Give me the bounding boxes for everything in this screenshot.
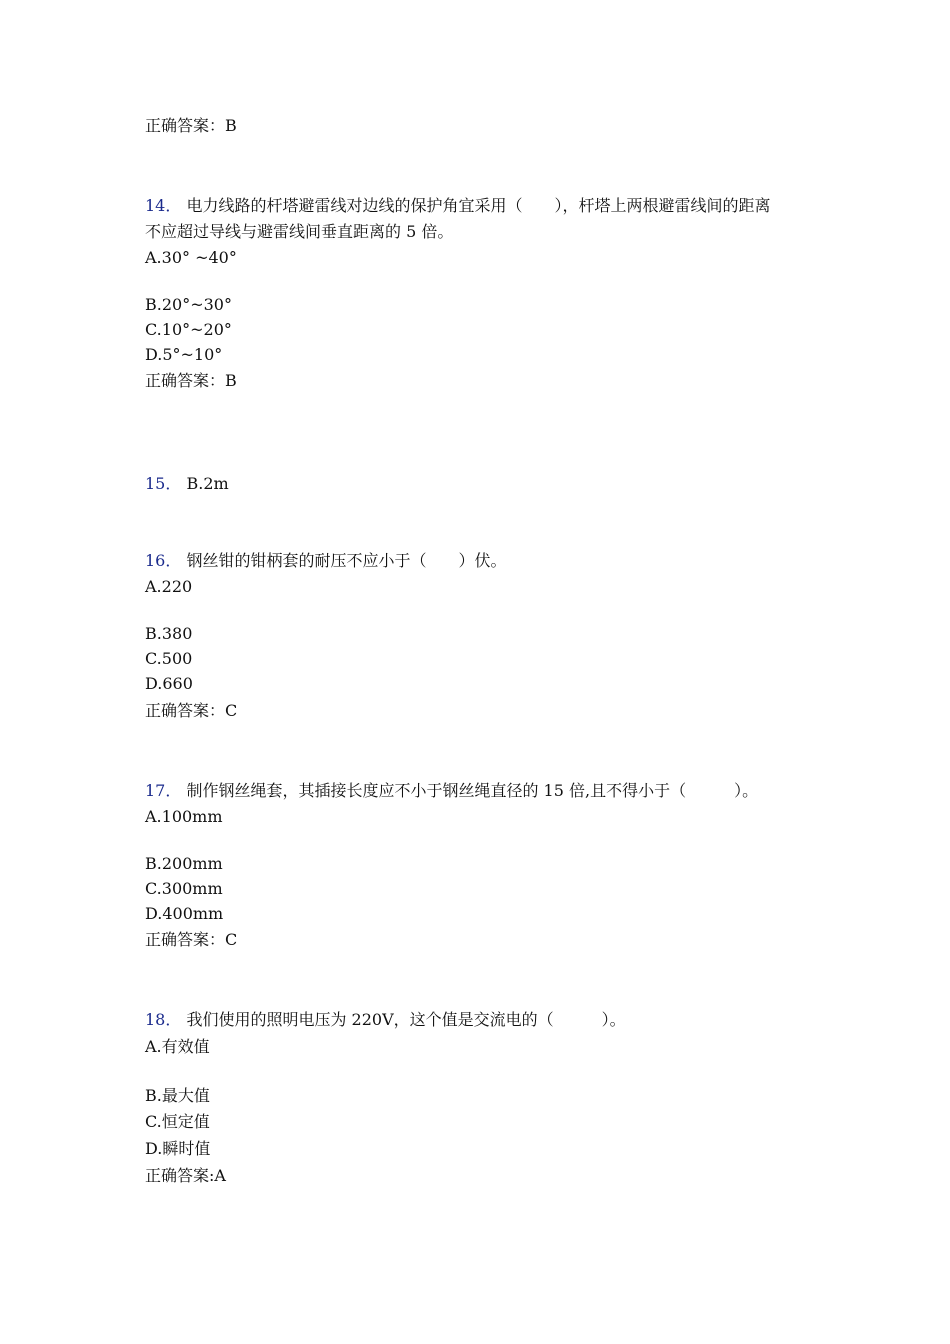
question-18-stem <box>145 1009 626 1031</box>
question-text: 制作钢丝绳套，其插接长度应不小于钢丝绳直径的 15 倍,且不得小于（ ）。 <box>186 781 759 800</box>
option-d: D.660 <box>145 674 193 693</box>
option-c: C.500 <box>145 649 193 668</box>
option-c: C.300mm <box>145 879 223 898</box>
option-b: B.200mm <box>145 854 223 873</box>
question-number: 18． <box>145 1010 182 1029</box>
answer-line: 正确答案：C <box>145 701 238 720</box>
option-d: D.400mm <box>145 904 224 923</box>
answer-line: 正确答案：B <box>145 116 237 135</box>
answer-line: 正确答案：C <box>145 930 238 949</box>
question-14-stem <box>145 195 770 217</box>
question-number: 15． <box>145 474 182 493</box>
question-17-stem <box>145 780 758 802</box>
option-c: C.10°~20° <box>145 320 232 339</box>
question-14-stem-cont: 不应超过导线与避雷线间垂直距离的 5 倍。 <box>145 222 454 241</box>
option-b: B.380 <box>145 624 193 643</box>
answer-line: 正确答案：B <box>145 371 237 390</box>
question-number: 17． <box>145 781 182 800</box>
question-text: B.2m <box>186 474 229 493</box>
option-c: C.恒定值 <box>145 1112 210 1131</box>
question-number: 14． <box>145 196 182 215</box>
option-a: A.220 <box>145 577 193 596</box>
question-15-stem <box>145 473 229 495</box>
option-a: A.30° ~40° <box>145 248 237 267</box>
option-d: D.瞬时值 <box>145 1139 211 1158</box>
option-d: D.5°~10° <box>145 345 223 364</box>
option-b: B.最大值 <box>145 1086 210 1105</box>
option-b: B.20°~30° <box>145 295 232 314</box>
answer-line: 正确答案:A <box>145 1166 226 1185</box>
question-text: 我们使用的照明电压为 220V，这个值是交流电的（ ）。 <box>186 1010 626 1029</box>
question-text: 钢丝钳的钳柄套的耐压不应小于（ ）伏。 <box>186 551 507 570</box>
question-text: 电力线路的杆塔避雷线对边线的保护角宜采用（ ），杆塔上两根避雷线间的距离 <box>186 196 771 215</box>
option-a: A.有效值 <box>145 1037 210 1056</box>
question-16-stem <box>145 550 506 572</box>
option-a: A.100mm <box>145 807 223 826</box>
question-number: 16． <box>145 551 182 570</box>
